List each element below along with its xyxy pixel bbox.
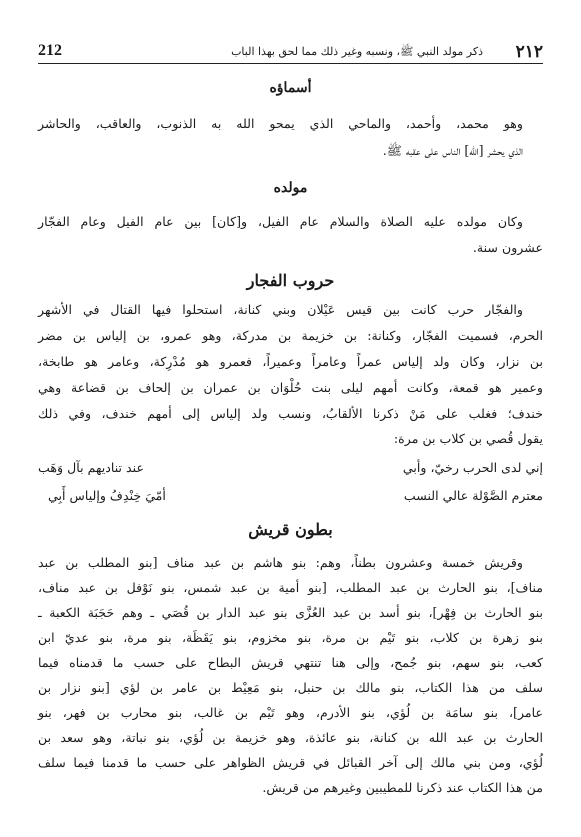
text-line: بنو الحارث بن فِهْر]، بنو أسد بن عبد العُزَّى بنو عبد الدار بن قُصَي ـ وهم حَجَبَة الكعبة ـ	[38, 605, 543, 620]
text-line: عشرون سنة.	[472, 240, 543, 255]
text-line: لُؤي، ومن بني مالك إلى آخر القبائل في قريش الظواهر على حسب ما قدمنا فيما سلف	[38, 755, 543, 770]
text-line: الحرم، فسميت الفجّار، وكنانة: بن خزيمة بن مدركة، وهو عمرو، بن إلياس بن مضر	[38, 328, 543, 343]
text-line: بنو زهرة بن كلاب، بنو تَيْم بن مرة، بنو مخزوم، بنو يَقَظَة، بنو مرة، بنو عديّ ابن	[38, 630, 543, 645]
section-heading-names: أسماؤه	[269, 80, 312, 96]
running-title: ذكر مولد النبي ﷺ، ونسبه وغير ذلك مما لحق بهذا الباب	[231, 45, 483, 58]
text-line: والفجّار حرب كانت بين قيس عَيْلان وبني كنانة، استحلوا فيها القتال في الأشهر	[38, 302, 523, 317]
header-rule	[38, 63, 543, 64]
verse-first-hemistich: إني لدى الحرب رخيّ، وأبي	[402, 460, 543, 475]
verse-second-hemistich: عند تناديهم بآل وَهَب	[38, 460, 144, 475]
text-line: بن نزار، وكان ولد إلياس عمراً وعامراً وعميراً، فعمرو هو مُدْرِكة، وعامر هو طابخة،	[38, 354, 543, 369]
text-line: الحارث بن عبد الله بن كنانة، بنو عائذة، وهو خزيمة بن لُؤي، بنو نباتة، وهو سعد بن	[38, 730, 543, 745]
verse-second-hemistich: أمّيَ خِنْدِفُ وإلياس أَبِي	[48, 488, 166, 503]
text-line: وكان مولده عليه الصلاة والسلام عام الفيل، و[كان] بين عام الفيل وعام الفجّار	[38, 214, 523, 229]
page-number-arabic: ٢١٢	[515, 42, 543, 62]
text-line: عامر]، بنو سامَة بن لُؤي، بنو الأدرم، وهو تَيْم بن غالب، بنو محارب بن فهر، بنو	[38, 705, 543, 720]
page-header	[38, 38, 543, 60]
text-line: كعب، بنو سهم، بنو جُمح، وإلى هنا تنتهي قريش البطاح على حسب ما قدمناه فيما	[38, 655, 543, 670]
text-line: الذي يحشر [الله] الناس على عقبه ﷺ.	[382, 143, 523, 158]
text-line: سلف من هذا الكتاب، بنو مالك بن حنبل، بنو مَعِيْط بن عامر بن لؤي [بنو نزار بن	[38, 680, 543, 695]
section-heading-fijar: حروب الفجار	[246, 271, 335, 290]
page-number-latin: 212	[38, 42, 62, 59]
text-line: من هذا الكتاب عند ذكرنا للمطيبين وغيرهم من قريش.	[262, 780, 543, 795]
verse-first-hemistich: معترم الصَّوْلة عالي النسب	[403, 488, 543, 503]
text-line: وهو محمد، وأحمد، والماحي الذي يمحو الله به الذنوب، والعاقب، والحاشر	[38, 116, 523, 131]
section-heading-birth: مولده	[273, 180, 308, 196]
text-line: وعمير هو قمعة، وكانت أمهم ليلى بنت حُلْوَان بن عمران بن إلحاف بن قضاعة وهي	[38, 380, 543, 395]
text-line: يقول قُصي بن كلاب بن مرة:	[393, 431, 543, 446]
text-line: وقريش خمسة وعشرون بطناً، وهم: بنو هاشم بن عبد مناف [بنو المطلب بن عبد	[38, 555, 523, 570]
section-heading-quraysh: بطون قريش	[248, 520, 333, 539]
text-line: خندف؛ فغلب على مَنْ ذكرنا الألقابُ، ونسب ولد إلياس إلى أمهم خندف، وفي ذلك	[38, 406, 543, 421]
text-line: مناف]، بنو الحارث بن عبد المطلب، [بنو أمية بن عبد شمس، بنو نَوْفل بن عبد مناف،	[38, 580, 543, 595]
